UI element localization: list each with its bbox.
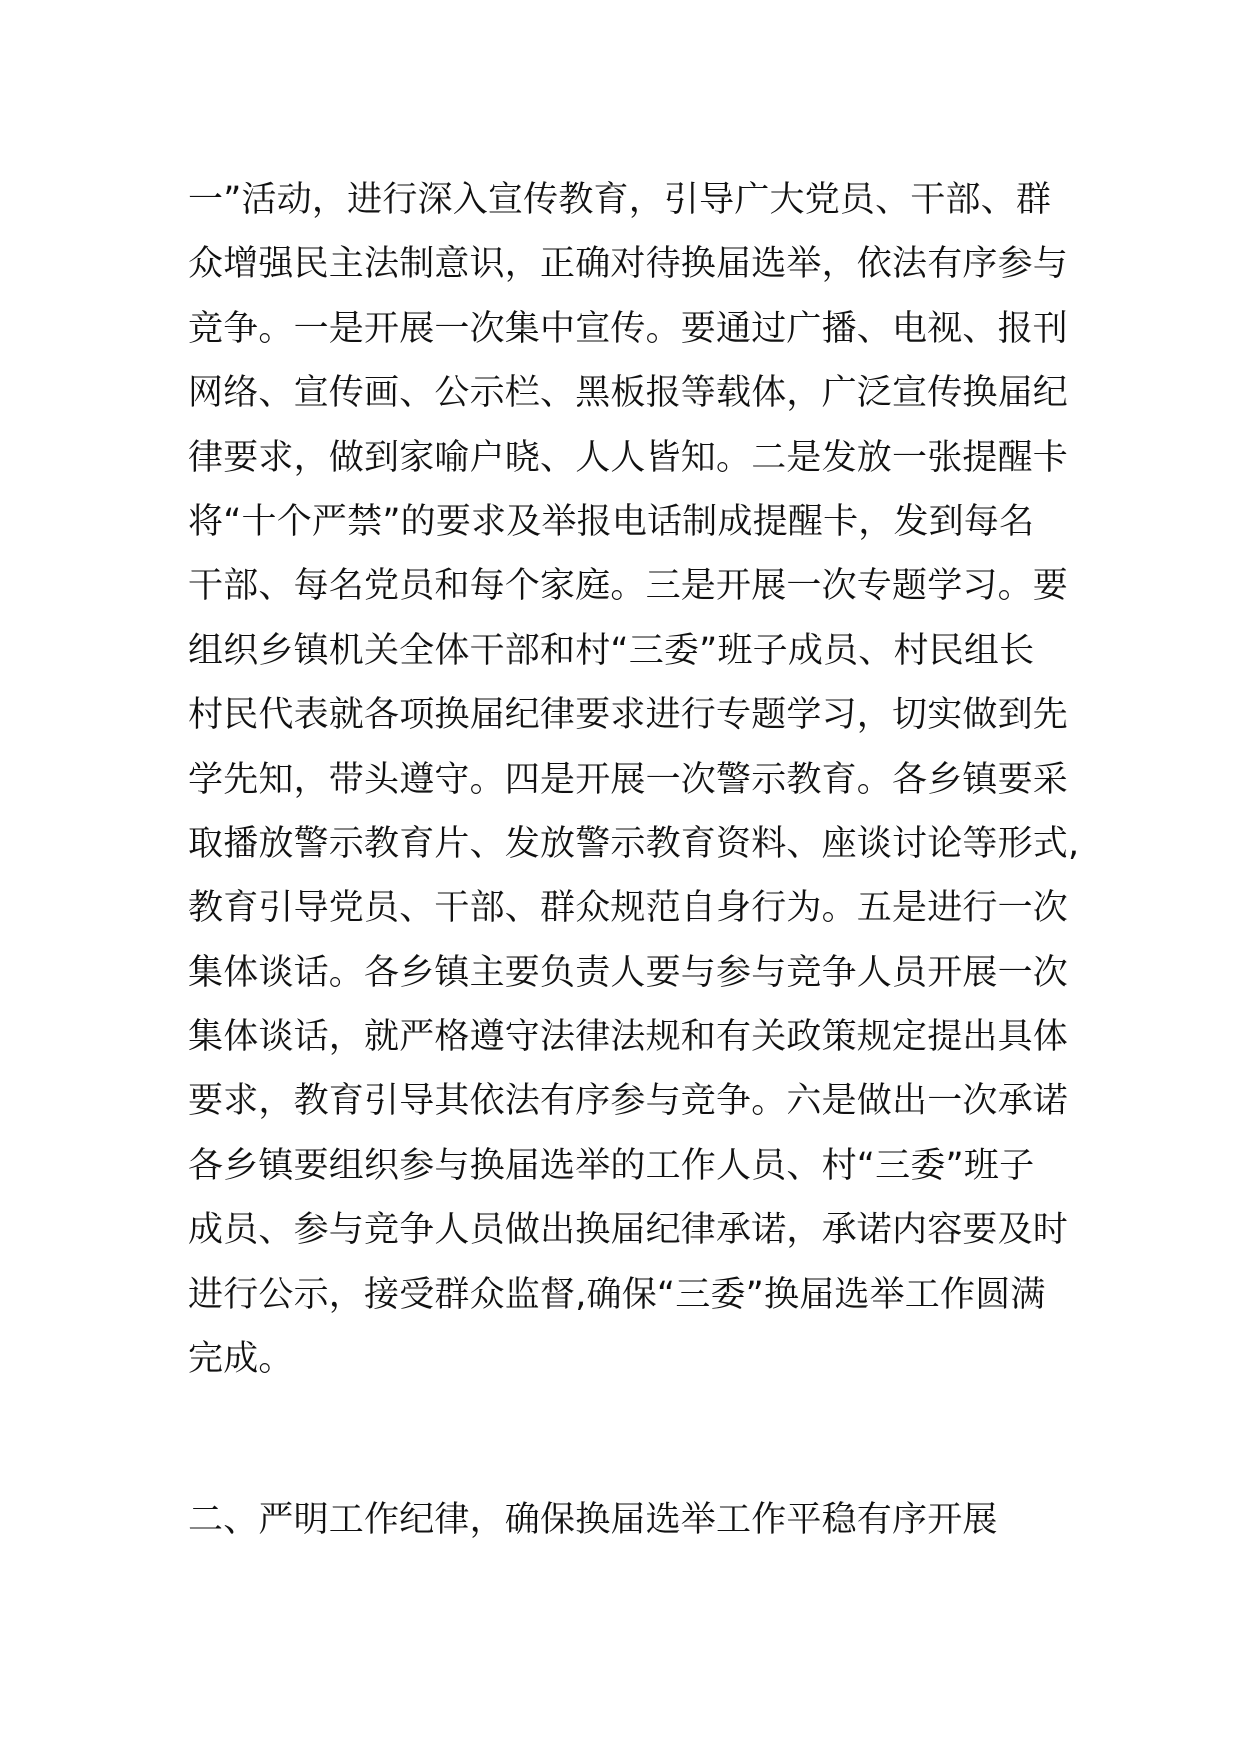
section-heading: 二、严明工作纪律，确保换届选举工作平稳有序开展 <box>188 1500 998 1541</box>
paragraph-line: 村民代表就各项换届纪律要求进行专题学习，切实做到先 <box>188 695 1069 736</box>
paragraph-line: 网络、宣传画、公示栏、黑板报等载体，广泛宣传换届纪 <box>188 373 1069 414</box>
paragraph-line: 完成。 <box>188 1339 294 1380</box>
paragraph-line: 竞争。一是开展一次集中宣传。要通过广播、电视、报刊 <box>188 308 1069 349</box>
paragraph-line: 众增强民主法制意识，正确对待换届选举，依法有序参与 <box>188 244 1069 285</box>
paragraph <box>188 168 1080 1391</box>
document-body <box>188 168 1080 1552</box>
paragraph-line: 律要求，做到家喻户晓、人人皆知。二是发放一张提醒卡 <box>188 437 1069 478</box>
paragraph-line: 集体谈话。各乡镇主要负责人要与参与竞争人员开展一次 <box>188 952 1069 993</box>
paragraph-line: 进行公示，接受群众监督,确保“三委”换届选举工作圆满 <box>188 1274 1046 1315</box>
paragraph-line: 要求，教育引导其依法有序参与竞争。六是做出一次承诺 <box>188 1081 1069 1122</box>
paragraph-line: 一”活动，进行深入宣传教育，引导广大党员、干部、群 <box>188 180 1052 220</box>
paragraph-line: 教育引导党员、干部、群众规范自身行为。五是进行一次 <box>188 888 1069 929</box>
paragraph-line: 干部、每名党员和每个家庭。三是开展一次专题学习。要 <box>188 566 1069 607</box>
paragraph-line: 取播放警示教育片、发放警示教育资料、座谈讨论等形式, <box>188 823 1080 864</box>
paragraph-line: 将“十个严禁”的要求及举报电话制成提醒卡，发到每名 <box>188 501 1035 542</box>
paragraph-line: 学先知，带头遵守。四是开展一次警示教育。各乡镇要采 <box>188 759 1069 800</box>
paragraph-line: 组织乡镇机关全体干部和村“三委”班子成员、村民组长 <box>188 630 1035 671</box>
paragraph-line: 成员、参与竞争人员做出换届纪律承诺，承诺内容要及时 <box>188 1210 1069 1251</box>
paragraph-line: 各乡镇要组织参与换届选举的工作人员、村“三委”班子 <box>188 1145 1035 1186</box>
paragraph-line: 集体谈话，就严格遵守法律法规和有关政策规定提出具体 <box>188 1017 1069 1058</box>
section-spacer <box>188 1391 1068 1488</box>
